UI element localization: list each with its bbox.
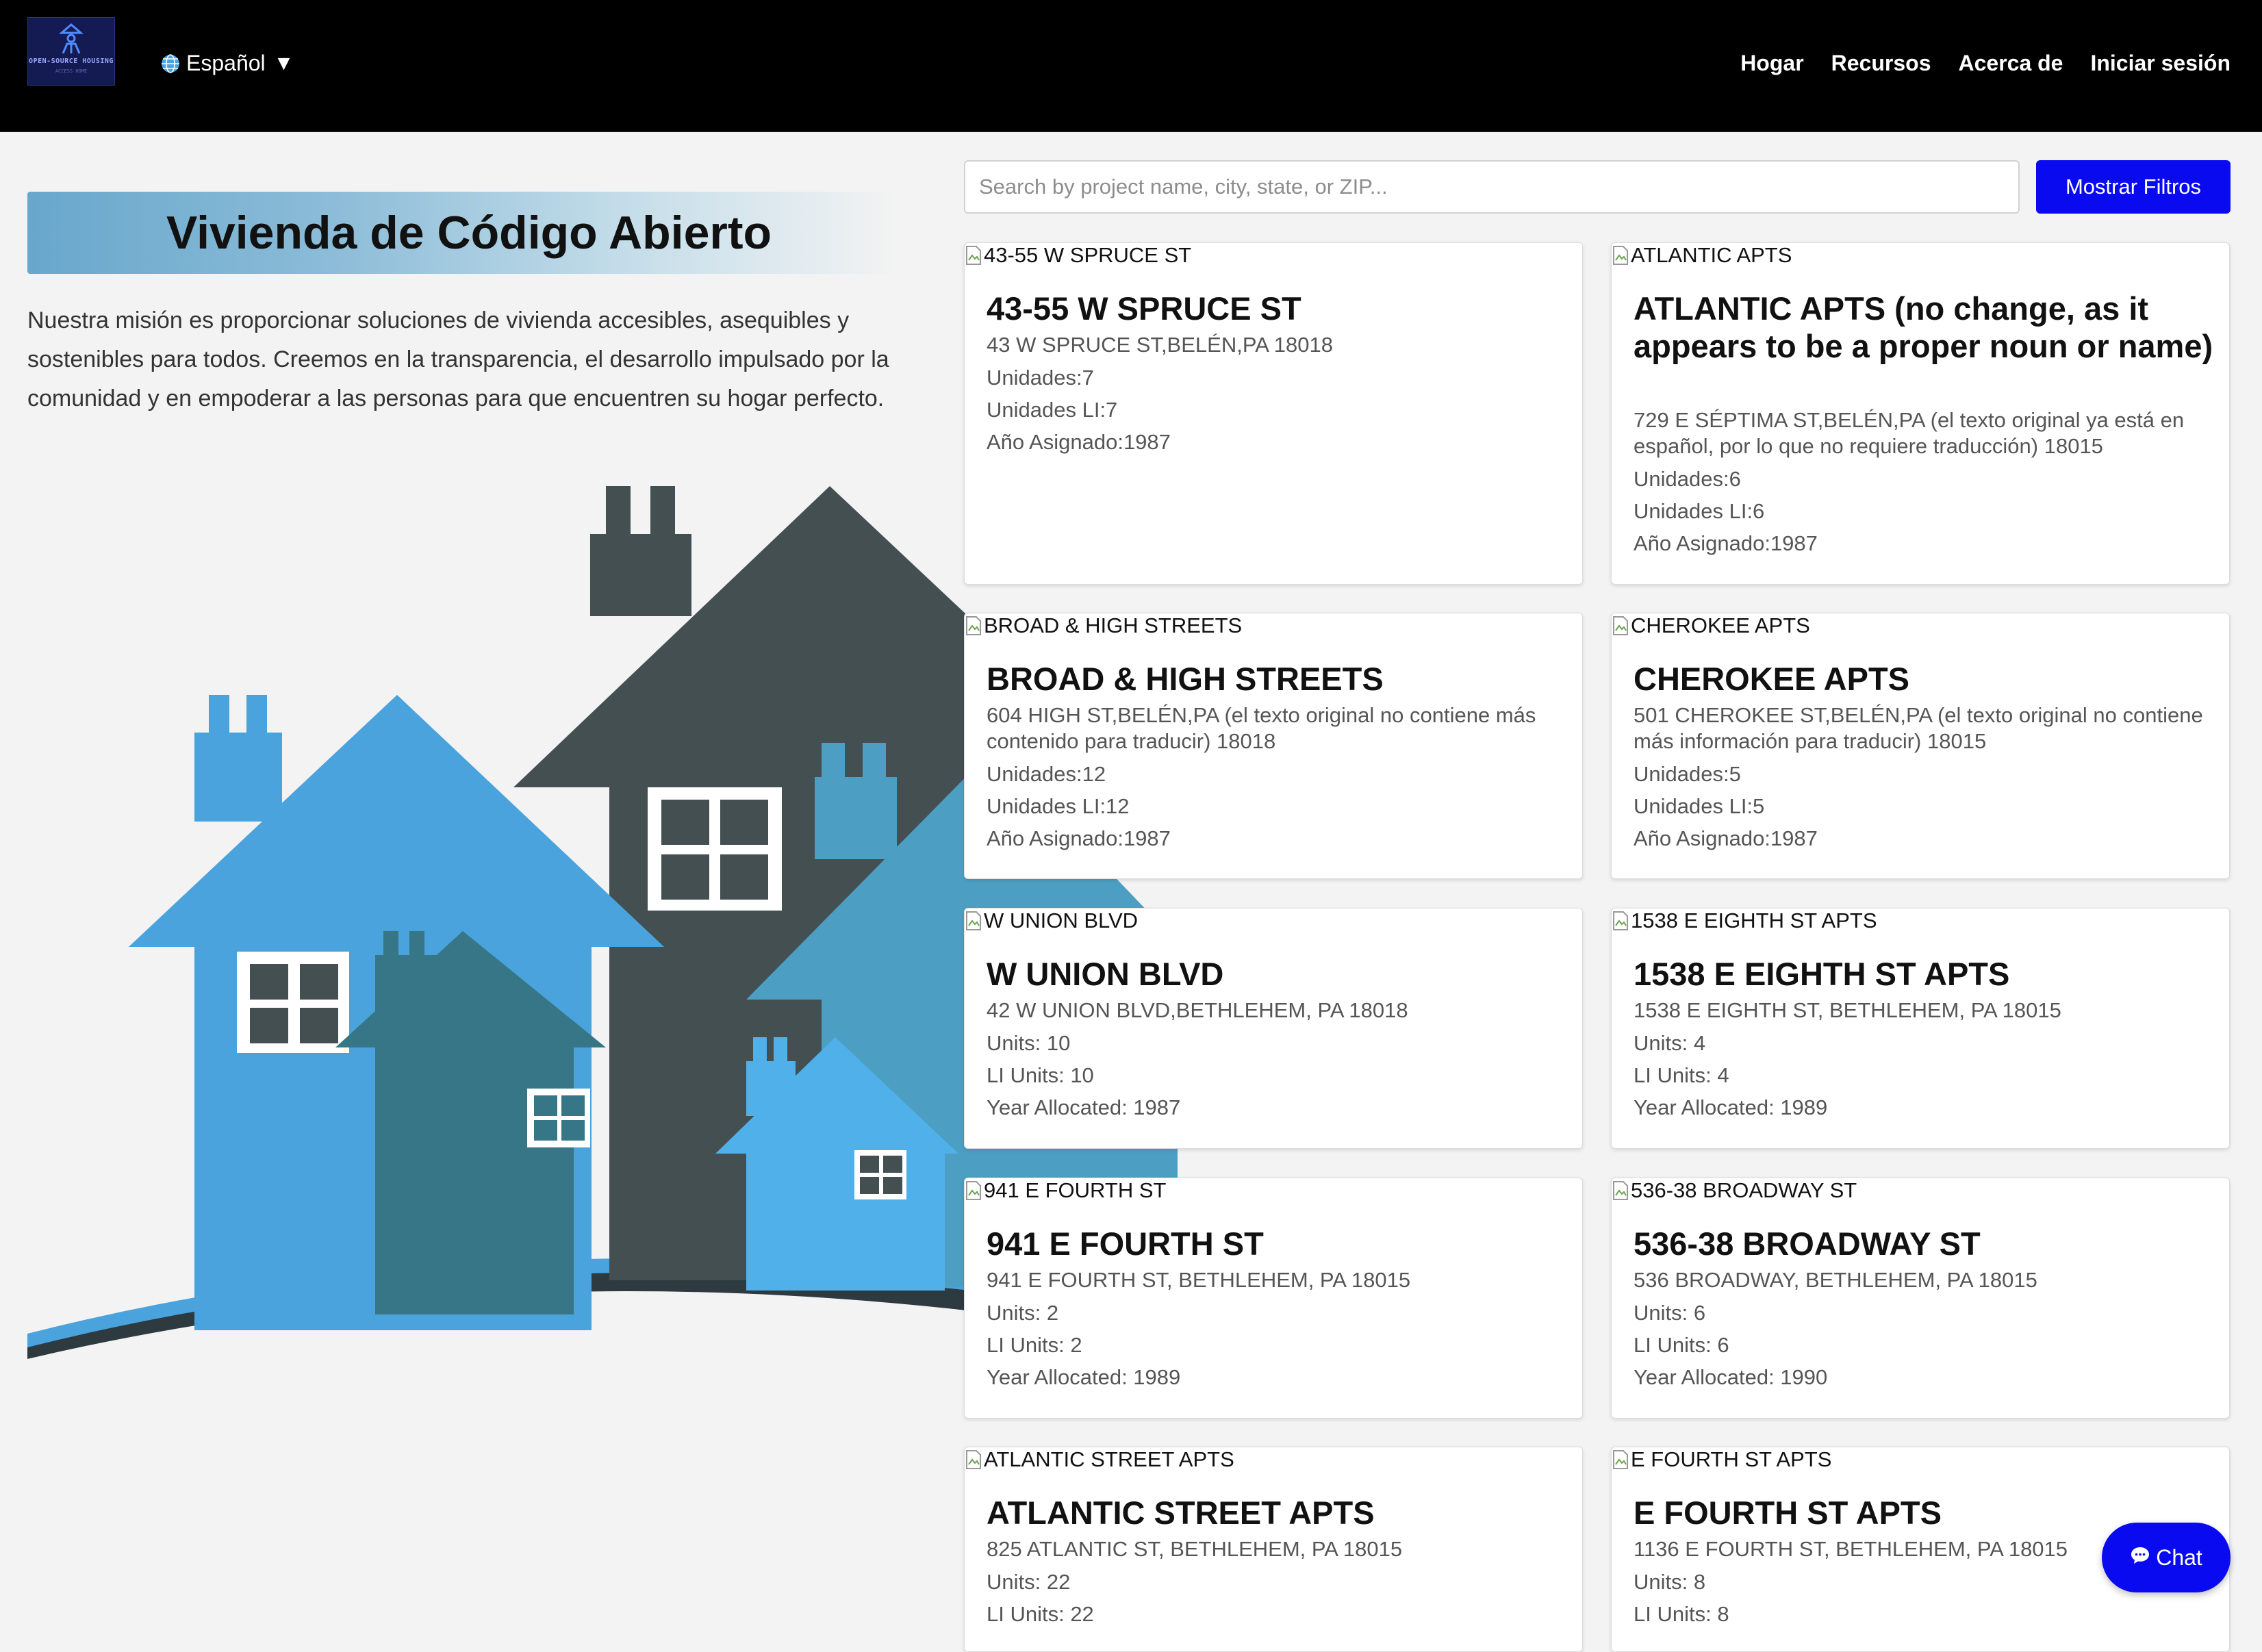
property-image-placeholder [1612,243,1792,268]
site-logo[interactable] [27,17,115,86]
property-address: 536 BROADWAY, BETHLEHEM, PA 18015 [1634,1268,2037,1292]
chat-button[interactable] [2102,1523,2231,1592]
property-li-units: LI Units: 2 [987,1333,1082,1357]
broken-image-icon [1612,615,1629,636]
property-card[interactable] [964,1447,1583,1652]
property-name: 1538 E EIGHTH ST APTS [1634,956,2010,992]
property-li-units: LI Units: 8 [1634,1602,1729,1626]
show-filters-button[interactable]: Mostrar Filtros [2036,160,2231,214]
logo-subtext: ACCESS HOME [55,68,88,74]
logo-text: OPEN-SOURCE HOUSING [29,58,114,65]
property-image-placeholder [1612,1447,1831,1472]
language-label: Español [186,51,266,75]
image-alt-text: CHEROKEE APTS [1631,613,1810,637]
property-units: Unidades:6 [1634,467,1741,491]
property-units: Units: 4 [1634,1031,1706,1055]
property-units: Unidades:5 [1634,762,1741,786]
property-units: Unidades:7 [987,366,1094,390]
property-info [1634,997,2215,1127]
property-year: Año Asignado:1987 [987,430,1171,454]
nav-link-home[interactable]: Hogar [1740,51,1804,75]
property-address: 941 E FOURTH ST, BETHLEHEM, PA 18015 [987,1268,1411,1292]
property-info [987,702,1568,858]
property-name: 941 E FOURTH ST [987,1225,1264,1262]
property-card[interactable] [964,908,1583,1149]
image-alt-text: 1538 E EIGHTH ST APTS [1631,908,1877,932]
property-year: Year Allocated: 1987 [987,1095,1181,1119]
image-alt-text: BROAD & HIGH STREETS [984,613,1243,637]
property-name: ATLANTIC APTS (no change, as it appears to be a proper noun or name) [1634,290,2213,364]
broken-image-icon [1612,1180,1629,1201]
property-li-units: LI Units: 4 [1634,1063,1729,1087]
property-address: 1136 E FOURTH ST, BETHLEHEM, PA 18015 [1634,1537,2068,1561]
caret-down-icon: ▼ [273,51,294,75]
property-address: 42 W UNION BLVD,BETHLEHEM, PA 18018 [987,998,1408,1022]
property-info [1634,702,2215,858]
logo-house-icon [28,23,114,58]
property-card[interactable] [964,1178,1583,1419]
property-image-placeholder [1612,613,1810,638]
property-units: Units: 22 [987,1570,1071,1594]
property-address: 729 E SÉPTIMA ST,BELÉN,PA (el texto original ya está en español, por lo que no requiere traducción) 18015 [1634,408,2185,458]
nav-link-about[interactable]: Acerca de [1958,51,2063,75]
property-name: 536-38 BROADWAY ST [1634,1225,1981,1262]
broken-image-icon [965,911,982,931]
property-li-units: Unidades LI:6 [1634,499,1765,523]
property-name: 43-55 W SPRUCE ST [987,290,1301,327]
property-li-units: Unidades LI:7 [987,398,1118,422]
property-address: 1538 E EIGHTH ST, BETHLEHEM, PA 18015 [1634,998,2061,1022]
property-image-placeholder [965,1178,1166,1203]
top-nav [0,0,2262,132]
property-address: 604 HIGH ST,BELÉN,PA (el texto original no contiene más contenido para traducir) 18018 [987,703,1536,753]
broken-image-icon [965,615,982,636]
property-card[interactable] [964,242,1583,585]
property-year: Year Allocated: 1989 [987,1365,1181,1389]
broken-image-icon [965,245,982,266]
property-year: Año Asignado:1987 [1634,826,1818,850]
property-name: CHEROKEE APTS [1634,661,1910,697]
nav-link-resources[interactable]: Recursos [1831,51,1931,75]
image-alt-text: ATLANTIC STREET APTS [984,1447,1234,1471]
property-info [987,997,1568,1127]
image-alt-text: 941 E FOURTH ST [984,1178,1167,1202]
property-image-placeholder [1612,908,1877,933]
property-card[interactable] [1611,613,2230,879]
property-li-units: Unidades LI:5 [1634,794,1765,818]
property-name: W UNION BLVD [987,956,1224,992]
property-units: Units: 6 [1634,1301,1706,1325]
property-units: Units: 10 [987,1031,1071,1055]
hero-title: Vivienda de Código Abierto [166,207,772,259]
property-li-units: LI Units: 6 [1634,1333,1729,1357]
image-alt-text: ATLANTIC APTS [1631,243,1792,267]
property-image-placeholder [965,243,1191,268]
property-card[interactable] [1611,1178,2230,1419]
property-image-placeholder [965,613,1242,638]
hero-description: Nuestra misión es proporcionar soluciones de vivienda accesibles, asequibles y sostenibles para todos. Creemos en la transparencia, el desarrollo impulsado por la comunidad y en empoderar a las personas para que encuentren su hogar perfecto. [27,307,889,411]
image-alt-text: W UNION BLVD [984,908,1139,932]
broken-image-icon [965,1449,982,1470]
property-li-units: LI Units: 10 [987,1063,1094,1087]
property-address: 825 ATLANTIC ST, BETHLEHEM, PA 18015 [987,1537,1403,1561]
image-alt-text: E FOURTH ST APTS [1631,1447,1832,1471]
property-image-placeholder [965,908,1138,933]
property-year: Year Allocated: 1990 [1634,1365,1828,1389]
search-input[interactable] [964,160,2020,214]
property-units: Units: 2 [987,1301,1059,1325]
image-alt-text: 536-38 BROADWAY ST [1631,1178,1857,1202]
property-name: E FOURTH ST APTS [1634,1495,1942,1531]
language-selector[interactable] [160,51,294,76]
property-units: Units: 8 [1634,1570,1706,1594]
nav-links [1740,51,2231,76]
property-year: Año Asignado:1987 [987,826,1171,850]
broken-image-icon [1612,1449,1629,1470]
property-li-units: Unidades LI:12 [987,794,1130,818]
property-address: 43 W SPRUCE ST,BELÉN,PA 18018 [987,333,1333,357]
globe-icon [160,53,181,74]
property-name: BROAD & HIGH STREETS [987,661,1384,697]
property-address: 501 CHEROKEE ST,BELÉN,PA (el texto original no contiene más información para traducir) 18015 [1634,703,2203,753]
property-image-placeholder [965,1447,1234,1472]
property-li-units: LI Units: 22 [987,1602,1094,1626]
image-alt-text: 43-55 W SPRUCE ST [984,243,1192,267]
property-card[interactable] [1611,242,2230,585]
property-info [1634,407,2215,563]
property-image-placeholder [1612,1178,1857,1203]
broken-image-icon [1612,911,1629,931]
property-info [987,1267,1568,1397]
property-year: Año Asignado:1987 [1634,531,1818,555]
speech-bubble-icon [2130,1545,2150,1571]
property-year: Year Allocated: 1989 [1634,1095,1828,1119]
broken-image-icon [965,1180,982,1201]
property-info [1634,1267,2215,1397]
broken-image-icon [1612,245,1629,266]
property-units: Unidades:12 [987,762,1106,786]
property-info [987,1536,1568,1634]
nav-link-login[interactable]: Iniciar sesión [2090,51,2231,75]
property-name: ATLANTIC STREET APTS [987,1495,1375,1531]
property-info [987,332,1568,461]
chat-label: Chat [2156,1545,2202,1570]
property-card[interactable] [1611,908,2230,1149]
property-card[interactable] [964,613,1583,879]
